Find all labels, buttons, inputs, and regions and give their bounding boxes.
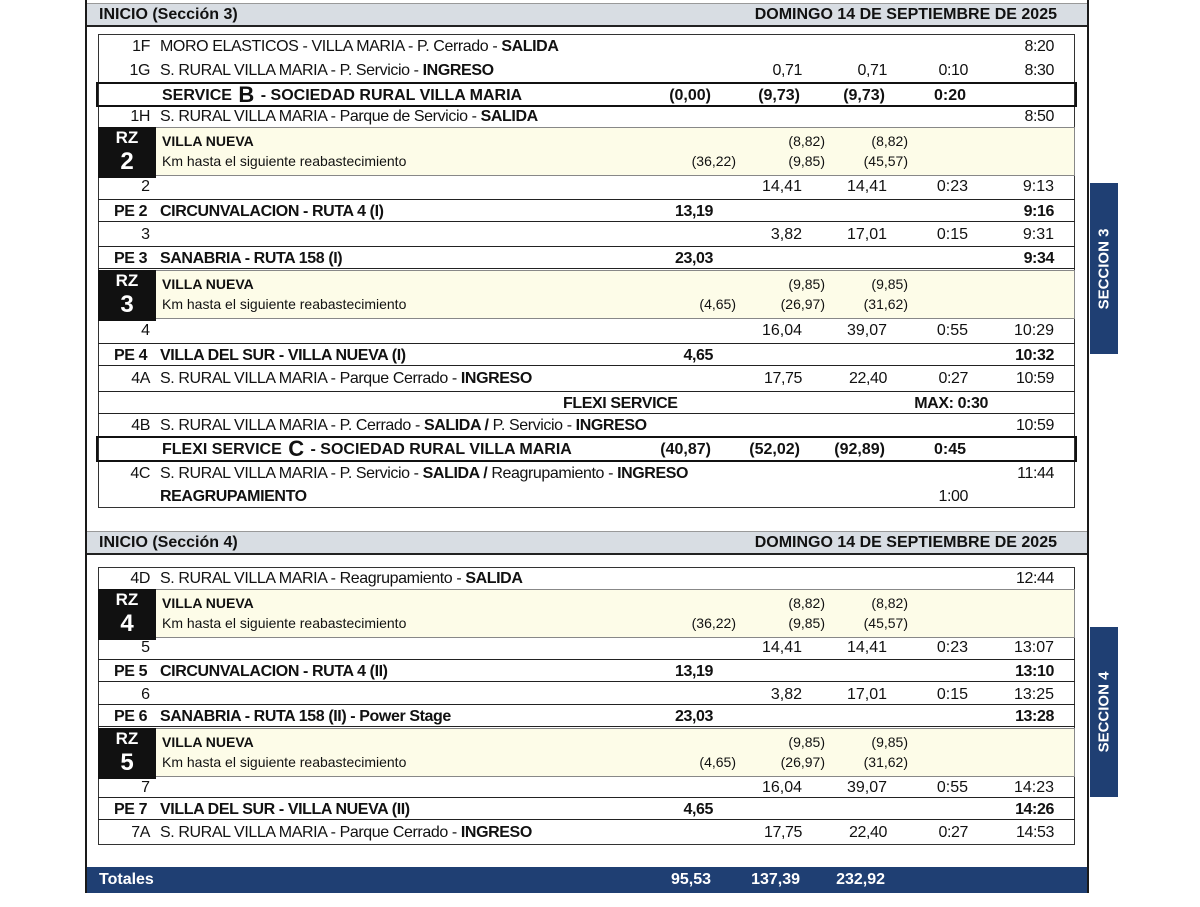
row-km-liaison: 0,71 <box>772 62 802 79</box>
flexi-service-max: MAX: 0:30 <box>914 395 988 412</box>
section-3-date: DOMINGO 14 DE SEPTIEMBRE DE 2025 <box>754 6 1057 23</box>
row-4B <box>98 414 1075 437</box>
flexi-service-row <box>98 391 1075 414</box>
service-b-description: SERVICE B - SOCIEDAD RURAL VILLA MARIA <box>162 82 523 107</box>
row-target-time: 0:15 <box>936 686 968 703</box>
rz-km-b1: (26,97) <box>780 754 825 770</box>
row-km-liaison: 14,41 <box>761 178 802 195</box>
rz-note: Km hasta el siguiente reabastecimiento <box>162 153 407 169</box>
row-km-liaison: 3,82 <box>770 686 802 703</box>
stage-id: PE 2 <box>114 203 148 220</box>
rz-km-b0: (36,22) <box>691 153 736 169</box>
row-id: 4D <box>130 570 150 587</box>
row-id: 4C <box>130 465 150 482</box>
rz-location: VILLA NUEVA <box>162 276 254 292</box>
row-1H <box>98 105 1075 128</box>
stage-pe3 <box>98 246 1075 269</box>
row-km-stage: (0,00) <box>669 87 711 104</box>
refuel-zone-4 <box>98 589 1075 638</box>
stage-pe5 <box>98 659 1075 682</box>
rz-km-b2: (31,62) <box>863 296 908 312</box>
row-target-time: 0:23 <box>936 178 968 195</box>
section-4-header <box>87 531 1087 555</box>
row-time: 13:25 <box>1013 686 1054 703</box>
row-id: 4A <box>131 370 150 387</box>
row-time: 10:59 <box>1015 417 1054 434</box>
row-4D <box>98 567 1075 590</box>
row-target-time: 0:55 <box>936 779 968 796</box>
row-km-total: 0,71 <box>857 62 887 79</box>
row-description: S. RURAL VILLA MARIA - Reagrupamiento - SALIDA <box>160 570 523 587</box>
stage-id: PE 7 <box>114 801 148 818</box>
stage-name: CIRCUNVALACION - RUTA 4 (II) <box>160 663 388 680</box>
section-3-side-tab <box>1090 183 1118 354</box>
rz-km-b1: (9,85) <box>788 615 825 631</box>
stage-start-time: 13:28 <box>1015 708 1054 725</box>
stage-start-time: 9:34 <box>1023 250 1054 267</box>
stage-name: CIRCUNVALACION - RUTA 4 (I) <box>160 203 384 220</box>
row-id: 5 <box>141 639 150 656</box>
row-target-time: 0:15 <box>936 226 968 243</box>
totals-km-total: 232,92 <box>836 871 885 888</box>
section-4-side-tab <box>1090 627 1118 797</box>
stage-start-time: 10:32 <box>1015 347 1054 364</box>
row-1F <box>98 35 1075 58</box>
row-time: 12:44 <box>1015 570 1054 587</box>
row-km-total: (92,89) <box>834 441 885 458</box>
stage-km: 23,03 <box>674 250 713 267</box>
row-time: 10:29 <box>1013 322 1054 339</box>
row-4 <box>98 319 1075 342</box>
rz-badge: RZ 5 <box>98 728 156 779</box>
rz-badge: RZ 2 <box>98 127 156 178</box>
row-km-total: 22,40 <box>848 824 887 841</box>
row-description: S. RURAL VILLA MARIA - P. Servicio - INGRESO <box>160 62 494 79</box>
row-km-total: 17,01 <box>846 226 887 243</box>
rz-km-b0: (36,22) <box>691 615 736 631</box>
stage-km: 4,65 <box>683 347 713 364</box>
row-time: 14:23 <box>1013 779 1054 796</box>
row-km-liaison: 17,75 <box>763 370 802 387</box>
row-km-liaison: 3,82 <box>770 226 802 243</box>
rz-km-a1: (8,82) <box>788 133 825 149</box>
row-3 <box>98 223 1075 246</box>
service-letter: B <box>238 82 255 107</box>
flexi-service-label: FLEXI SERVICE <box>563 395 678 412</box>
rz-location: VILLA NUEVA <box>162 734 254 750</box>
row-4C <box>98 462 1075 485</box>
row-id: 6 <box>141 686 150 703</box>
refuel-zone-2 <box>98 127 1075 176</box>
row-target-time: 0:10 <box>938 62 968 79</box>
stage-km: 23,03 <box>674 708 713 725</box>
row-km-liaison: (9,73) <box>758 87 800 104</box>
row-target-time: 0:27 <box>938 370 968 387</box>
row-5 <box>98 636 1075 659</box>
service-b-row <box>96 82 1077 107</box>
row-km-total: 14,41 <box>846 178 887 195</box>
stage-pe6 <box>98 704 1075 727</box>
stage-id: PE 4 <box>114 347 148 364</box>
row-id: 7 <box>141 779 150 796</box>
row-time: 13:07 <box>1013 639 1054 656</box>
rz-km-b1: (26,97) <box>780 296 825 312</box>
section-4-side-label: SECCION 4 <box>1095 671 1113 753</box>
row-id: 2 <box>141 178 150 195</box>
section-3-side-label: SECCION 3 <box>1095 228 1113 309</box>
row-6 <box>98 683 1075 706</box>
row-7 <box>98 776 1075 799</box>
stage-pe4 <box>98 343 1075 366</box>
section-3-title: INICIO (Sección 3) <box>99 6 238 23</box>
rz-note: Km hasta el siguiente reabastecimiento <box>162 754 407 770</box>
row-km-liaison: (52,02) <box>749 441 800 458</box>
stage-pe2 <box>98 199 1075 222</box>
rz-note: Km hasta el siguiente reabastecimiento <box>162 615 407 631</box>
stage-start-time: 9:16 <box>1023 203 1054 220</box>
row-km-total: (9,73) <box>843 87 885 104</box>
rz-km-b2: (31,62) <box>863 754 908 770</box>
row-km-liaison: 14,41 <box>761 639 802 656</box>
service-c-description: FLEXI SERVICE C - SOCIEDAD RURAL VILLA MARIA <box>162 436 572 461</box>
row-description: S. RURAL VILLA MARIA - Parque Cerrado - INGRESO <box>160 824 532 841</box>
totals-label: Totales <box>99 871 154 888</box>
rz-km-a2: (9,85) <box>871 276 908 292</box>
stage-start-time: 14:26 <box>1015 801 1054 818</box>
rz-km-a1: (9,85) <box>788 734 825 750</box>
rz-km-a1: (9,85) <box>788 276 825 292</box>
stage-id: PE 5 <box>114 663 148 680</box>
row-km-stage: (40,87) <box>660 441 711 458</box>
rz-km-a2: (8,82) <box>871 133 908 149</box>
stage-km: 4,65 <box>683 801 713 818</box>
rz-km-b2: (45,57) <box>863 153 908 169</box>
row-1G <box>98 59 1075 82</box>
stage-name: SANABRIA - RUTA 158 (II) - Power Stage <box>160 708 451 725</box>
rz-km-a2: (9,85) <box>871 734 908 750</box>
rz-badge: RZ 4 <box>98 589 156 640</box>
stage-name: VILLA DEL SUR - VILLA NUEVA (II) <box>160 801 410 818</box>
row-km-liaison: 17,75 <box>763 824 802 841</box>
rz-km-b1: (9,85) <box>788 153 825 169</box>
row-km-liaison: 16,04 <box>761 779 802 796</box>
row-time: 10:59 <box>1015 370 1054 387</box>
section-4-date: DOMINGO 14 DE SEPTIEMBRE DE 2025 <box>754 534 1057 551</box>
row-km-liaison: 16,04 <box>761 322 802 339</box>
row-km-total: 22,40 <box>848 370 887 387</box>
totals-km-liaison: 137,39 <box>751 871 800 888</box>
refuel-zone-3 <box>98 270 1075 319</box>
row-id: 1H <box>130 108 150 125</box>
service-letter: C <box>288 436 305 461</box>
rz-location: VILLA NUEVA <box>162 133 254 149</box>
row-time: 11:44 <box>1017 465 1054 482</box>
rz-badge: RZ 3 <box>98 270 156 321</box>
section-3-header <box>87 3 1087 27</box>
row-time: 8:30 <box>1024 62 1054 79</box>
row-id: 7A <box>131 824 150 841</box>
row-id: 1G <box>129 62 150 79</box>
totals-km-stages: 95,53 <box>670 871 711 888</box>
rz-km-b0: (4,65) <box>699 296 736 312</box>
row-target-time: 0:27 <box>938 824 968 841</box>
row-description: S. RURAL VILLA MARIA - Parque de Servicio - SALIDA <box>160 108 538 125</box>
stage-id: PE 6 <box>114 708 148 725</box>
row-7A <box>98 821 1075 844</box>
stage-km: 13,19 <box>674 203 713 220</box>
row-id: 3 <box>141 226 150 243</box>
regroup-row <box>98 485 1075 508</box>
row-target-time: 0:23 <box>936 639 968 656</box>
row-target-time: 1:00 <box>938 488 968 505</box>
row-time: 8:50 <box>1024 108 1054 125</box>
row-km-total: 39,07 <box>846 779 887 796</box>
row-target-time: 0:45 <box>933 441 966 458</box>
stage-name: SANABRIA - RUTA 158 (I) <box>160 250 343 267</box>
row-target-time: 0:55 <box>936 322 968 339</box>
row-id: 4 <box>141 322 150 339</box>
rz-note: Km hasta el siguiente reabastecimiento <box>162 296 407 312</box>
rz-km-b0: (4,65) <box>699 754 736 770</box>
row-2 <box>98 175 1075 198</box>
row-description: S. RURAL VILLA MARIA - Parque Cerrado - INGRESO <box>160 370 532 387</box>
stage-id: PE 3 <box>114 250 148 267</box>
section-4-title: INICIO (Sección 4) <box>99 534 238 551</box>
stage-start-time: 13:10 <box>1015 663 1054 680</box>
row-description: S. RURAL VILLA MARIA - P. Cerrado - SALIDA / P. Servicio - INGRESO <box>160 417 647 434</box>
row-description: S. RURAL VILLA MARIA - P. Servicio - SALIDA / Reagrupamiento - INGRESO <box>160 465 689 482</box>
row-time: 8:20 <box>1024 38 1054 55</box>
rz-km-b2: (45,57) <box>863 615 908 631</box>
rz-km-a1: (8,82) <box>788 595 825 611</box>
row-description: MORO ELASTICOS - VILLA MARIA - P. Cerrado - SALIDA <box>160 38 559 55</box>
row-time: 9:13 <box>1022 178 1054 195</box>
stage-km: 13,19 <box>674 663 713 680</box>
row-id: 1F <box>132 38 150 55</box>
rz-location: VILLA NUEVA <box>162 595 254 611</box>
refuel-zone-5 <box>98 728 1075 777</box>
row-km-total: 17,01 <box>846 686 887 703</box>
row-time: 9:31 <box>1022 226 1054 243</box>
row-id: 4B <box>131 417 150 434</box>
row-4A <box>98 367 1075 390</box>
row-time: 14:53 <box>1015 824 1054 841</box>
row-target-time: 0:20 <box>933 87 966 104</box>
regroup-label: REAGRUPAMIENTO <box>160 488 307 505</box>
service-c-row <box>96 436 1077 462</box>
row-km-total: 39,07 <box>846 322 887 339</box>
stage-name: VILLA DEL SUR - VILLA NUEVA (I) <box>160 347 406 364</box>
totals-bar <box>87 867 1087 893</box>
row-km-total: 14,41 <box>846 639 887 656</box>
stage-pe7 <box>98 797 1075 820</box>
rz-km-a2: (8,82) <box>871 595 908 611</box>
